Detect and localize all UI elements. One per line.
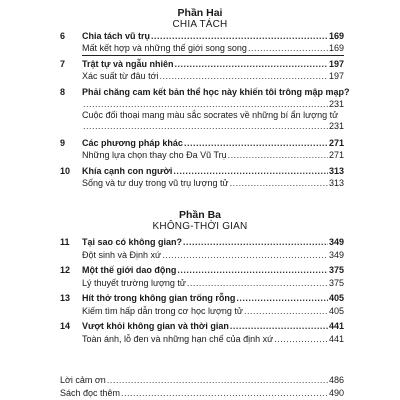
chapter-number: 14 xyxy=(60,321,71,331)
dot-leader xyxy=(230,321,328,332)
dot-leader xyxy=(83,121,328,132)
toc-subtitle-14[interactable] xyxy=(60,334,344,345)
toc-subtitle-7[interactable] xyxy=(60,71,344,82)
chapter-number: 7 xyxy=(60,59,66,69)
dot-leader xyxy=(121,388,328,399)
dot-leader xyxy=(83,99,328,110)
page-number: 271 xyxy=(328,150,344,160)
chapter-subtitle: Sống và tư duy trong vũ trụ lượng tử xyxy=(82,178,229,188)
toc-chapter-9[interactable] xyxy=(60,138,344,149)
dot-leader xyxy=(162,250,328,261)
part-two-title: Phần Hai xyxy=(177,7,223,19)
page-number: 169 xyxy=(328,31,344,41)
toc-chapter-12[interactable] xyxy=(60,265,344,276)
chapter-title: Vượt khỏi không gian và thời gian xyxy=(82,321,229,331)
toc-chapter-6[interactable] xyxy=(60,31,344,42)
page-number: 169 xyxy=(328,43,344,53)
dot-leader xyxy=(228,150,328,161)
toc-chapter-8[interactable] xyxy=(60,87,350,98)
divider xyxy=(82,55,344,56)
dot-leader xyxy=(183,237,328,248)
toc-subtitle-13[interactable] xyxy=(60,306,344,317)
page-number: 405 xyxy=(328,306,344,316)
chapter-title: Tại sao có không gian? xyxy=(82,237,183,247)
chapter-number: 12 xyxy=(60,265,71,275)
chapter-subtitle: Cuộc đối thoại mang màu sắc socrates về những bí ẩn lượng tử xyxy=(82,110,339,120)
page-number: 313 xyxy=(328,178,344,188)
part-three-subtitle: KHÔNG-THỜI GIAN xyxy=(152,221,248,232)
toc-further-reading[interactable] xyxy=(60,388,344,399)
dot-leader xyxy=(151,31,328,42)
page-number: 490 xyxy=(328,388,344,398)
dot-leader xyxy=(177,265,328,276)
chapter-number: 10 xyxy=(60,166,71,176)
chapter-subtitle: Toàn ánh, lỗ đen và những hạn chế của định xứ xyxy=(82,334,274,344)
chapter-number: 9 xyxy=(60,138,66,148)
chapter-title: Một thế giới dao động xyxy=(82,265,177,275)
chapter-subtitle: Xác suất từ đâu tới xyxy=(82,71,159,81)
dot-leader xyxy=(175,59,328,70)
page-number: 271 xyxy=(328,138,344,148)
page-number: 405 xyxy=(328,293,344,303)
chapter-number: 13 xyxy=(60,293,71,303)
chapter-number: 6 xyxy=(60,31,66,41)
page-number: 231 xyxy=(328,121,344,131)
page-number: 375 xyxy=(328,265,344,275)
toc-acknowledgements[interactable] xyxy=(60,375,344,386)
chapter-subtitle: Mất kết hợp và những thế giới song song xyxy=(82,43,247,53)
chapter-title: Khía cạnh con người xyxy=(82,166,173,176)
chapter-subtitle: Kiếm tìm hấp dẫn trong cơ học lượng tử xyxy=(82,306,243,316)
toc-subtitle-8[interactable] xyxy=(60,110,344,121)
page-number: 441 xyxy=(328,321,344,331)
toc-chapter-7[interactable] xyxy=(60,59,344,70)
chapter-title: Trật tự và ngẫu nhiên xyxy=(82,59,174,69)
page-number: 197 xyxy=(328,59,344,69)
dot-leader xyxy=(244,306,328,317)
chapter-subtitle: Lý thuyết trường lượng tử xyxy=(82,278,186,288)
back-matter-title: Sách đọc thêm xyxy=(60,388,121,398)
dot-leader xyxy=(187,278,328,289)
toc-subtitle-9[interactable] xyxy=(60,150,344,161)
dot-leader xyxy=(173,166,328,177)
chapter-subtitle: Đột sinh và Định xứ xyxy=(82,250,162,260)
dot-leader xyxy=(184,138,328,149)
page-number: 349 xyxy=(328,237,344,247)
toc-chapter-11[interactable] xyxy=(60,237,344,248)
page-number: 486 xyxy=(328,375,344,385)
toc-subtitle-8-page[interactable] xyxy=(60,121,344,132)
page-number: 349 xyxy=(328,250,344,260)
chapter-title: Chia tách vũ trụ xyxy=(82,31,151,41)
page-number: 441 xyxy=(328,334,344,344)
dot-leader xyxy=(230,178,328,189)
page-number: 313 xyxy=(328,166,344,176)
back-matter-title: Lời cảm ơn xyxy=(60,375,106,385)
chapter-number: 8 xyxy=(60,87,66,97)
dot-leader xyxy=(159,71,328,82)
dot-leader xyxy=(107,375,328,386)
page-number: 197 xyxy=(328,71,344,81)
dot-leader xyxy=(248,43,328,54)
page-number: 375 xyxy=(328,278,344,288)
part-two-subtitle: CHIA TÁCH xyxy=(172,19,228,30)
page-number: 231 xyxy=(328,99,344,109)
toc-subtitle-12[interactable] xyxy=(60,278,344,289)
chapter-title: Phải chăng cam kết bản thể học này khiến tôi trông mập mạp? xyxy=(82,87,350,97)
toc-chapter-10[interactable] xyxy=(60,166,344,177)
toc-chapter-8-page[interactable] xyxy=(60,99,344,110)
toc-subtitle-10[interactable] xyxy=(60,178,344,189)
part-three-title: Phần Ba xyxy=(178,209,221,221)
dot-leader xyxy=(236,293,328,304)
toc-subtitle-11[interactable] xyxy=(60,250,344,261)
dot-leader xyxy=(274,334,328,345)
chapter-title: Hít thở trong không gian trống rỗng xyxy=(82,293,236,303)
toc-chapter-14[interactable] xyxy=(60,321,344,332)
toc-chapter-13[interactable] xyxy=(60,293,344,304)
chapter-subtitle: Những lựa chọn thay cho Đa Vũ Trụ xyxy=(82,150,227,160)
chapter-title: Các phương pháp khác xyxy=(82,138,183,148)
chapter-number: 11 xyxy=(60,237,70,247)
toc-subtitle-6[interactable] xyxy=(60,43,344,54)
